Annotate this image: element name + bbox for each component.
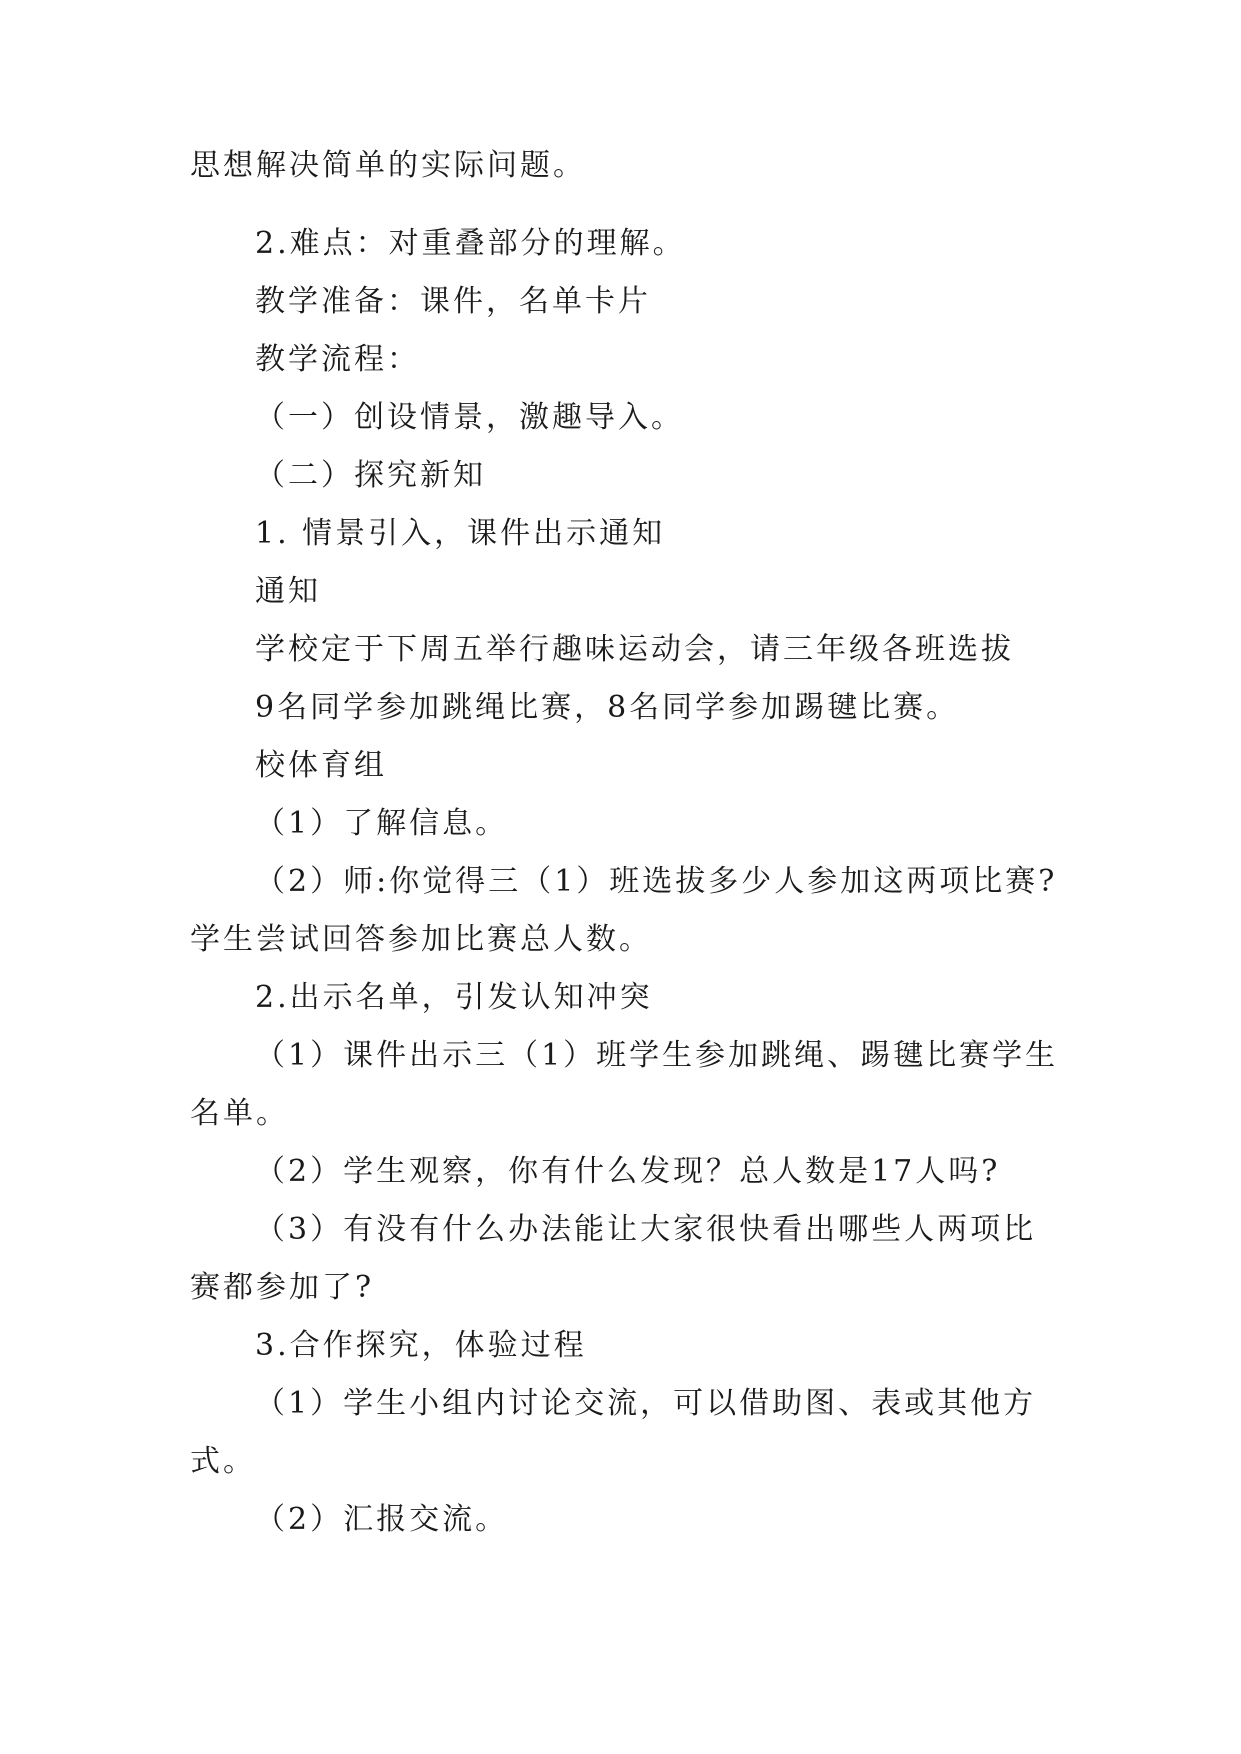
text-line: 通知 <box>255 574 321 609</box>
text-line: 学生尝试回答参加比赛总人数。 <box>190 922 652 957</box>
text-line: （2）汇报交流。 <box>255 1502 509 1537</box>
text-line: （二）探究新知 <box>255 458 486 493</box>
text-line: 学校定于下周五举行趣味运动会，请三年级各班选拔 <box>255 632 1014 667</box>
text-line: 教学流程： <box>255 342 420 377</box>
text-line: 赛都参加了? <box>190 1270 375 1305</box>
text-line: 2.难点：对重叠部分的理解。 <box>255 226 686 261</box>
text-line: 式。 <box>190 1444 256 1479</box>
text-line: 3.合作探究，体验过程 <box>255 1328 587 1363</box>
text-line: 校体育组 <box>255 748 387 783</box>
text-line: （一）创设情景，激趣导入。 <box>255 400 684 435</box>
text-line: 9名同学参加跳绳比赛，8名同学参加踢毽比赛。 <box>255 690 960 725</box>
text-line: （1）课件出示三（1）班学生参加跳绳、踢毽比赛学生 <box>255 1038 1059 1073</box>
text-line: （1）学生小组内讨论交流，可以借助图、表或其他方 <box>255 1386 1037 1421</box>
text-line: 名单。 <box>190 1096 289 1131</box>
text-line: 2.出示名单，引发认知冲突 <box>255 980 653 1015</box>
text-line: 教学准备：课件，名单卡片 <box>255 284 651 319</box>
text-line: （2）师:你觉得三（1）班选拔多少人参加这两项比赛? <box>255 864 1058 899</box>
text-line: 1. 情景引入，课件出示通知 <box>255 516 666 551</box>
text-line: 思想解决简单的实际问题。 <box>190 148 586 183</box>
text-line: （2）学生观察，你有什么发现？总人数是17人吗? <box>255 1154 1001 1189</box>
text-line: （1）了解信息。 <box>255 806 509 841</box>
text-line: （3）有没有什么办法能让大家很快看出哪些人两项比 <box>255 1212 1037 1247</box>
